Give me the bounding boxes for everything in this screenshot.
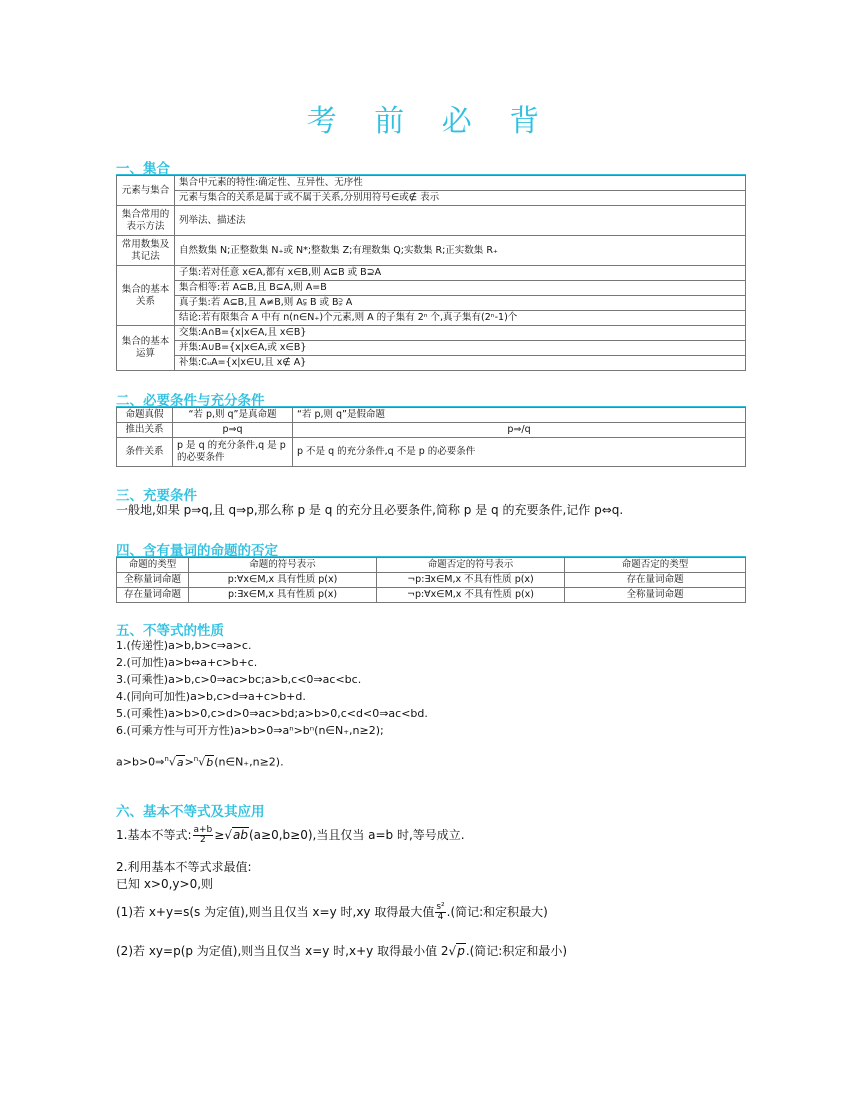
set-cell: 补集:∁ᵤA={x|x∈U,且 x∉ A} bbox=[175, 356, 746, 371]
root-a: a bbox=[176, 755, 184, 769]
radicand: p bbox=[457, 944, 465, 958]
root-post: (n∈N₊,n≥2). bbox=[214, 755, 284, 769]
ineq-line-5: 5.(可乘性)a>b>0,c>d>0⇒ac>bd;a>b>0,c<d<0⇒ac<bd. bbox=[116, 707, 428, 720]
q-cell: p:∀x∈M,x 具有性质 p(x) bbox=[189, 573, 377, 588]
min-post: .(简记:积定和最小) bbox=[465, 944, 568, 958]
set-cell: 自然数集 N;正整数集 N₊或 N*;整数集 Z;有理数集 Q;实数集 R;正实数集 R₊ bbox=[175, 236, 746, 266]
sets-table bbox=[116, 175, 746, 371]
ineq-line-6: 6.(可乘方性与可开方性)a>b>0⇒aⁿ>bⁿ(n∈N₊,n≥2); bbox=[116, 724, 384, 737]
ineq-line-4: 4.(同向可加性)a>b,c>d⇒a+c>b+d. bbox=[116, 690, 306, 703]
cond-cell: “若 p,则 q”是真命题 bbox=[173, 408, 293, 423]
radicand: ab bbox=[233, 828, 248, 842]
q-cell: ¬p:∃x∈M,x 不具有性质 p(x) bbox=[377, 573, 565, 588]
q-cell: 全称量词命题 bbox=[565, 588, 746, 603]
set-cell: 子集:若对任意 x∈A,都有 x∈B,则 A⊆B 或 B⊇A bbox=[175, 266, 746, 281]
set-cell: 真子集:若 A⊆B,且 A≠B,则 A⫋ B 或 B⫌ A bbox=[175, 296, 746, 311]
quantifier-table bbox=[116, 557, 746, 603]
extremum-title: 2.利用基本不等式求最值: bbox=[116, 860, 252, 874]
set-cell: 集合相等:若 A⊆B,且 B⊆A,则 A=B bbox=[175, 281, 746, 296]
q-header: 命题否定的符号表示 bbox=[377, 558, 565, 573]
min-pre: (2)若 xy=p(p 为定值),则当且仅当 x=y 时,x+y 取得最小值 2 bbox=[116, 944, 449, 958]
q-cell: 全称量词命题 bbox=[117, 573, 189, 588]
ineq-line-1: 1.(传递性)a>b,b>c⇒a>c. bbox=[116, 639, 252, 652]
section-5-heading: 五、不等式的性质 bbox=[116, 623, 224, 639]
cond-cell: “若 p,则 q”是假命题 bbox=[293, 408, 746, 423]
basic-ineq-line: 1.基本不等式: $\frac{a+b}{2}$ ≥√ab(a≥0,b≥0),当且仅当 a=b 时,等号成立. bbox=[116, 825, 465, 845]
root-pre: a>b>0⇒ bbox=[116, 755, 165, 769]
given-line: 已知 x>0,y>0,则 bbox=[116, 877, 214, 891]
ineq-line-3: 3.(可乘性)a>b,c>0⇒ac>bc;a>b,c<0⇒ac<bc. bbox=[116, 673, 362, 686]
section-1-heading: 一、集合 bbox=[116, 161, 170, 177]
section-3-text: 一般地,如果 p⇒q,且 q⇒p,那么称 p 是 q 的充分且必要条件,简称 p 是 q 的充要条件,记作 p⇔q. bbox=[116, 503, 624, 517]
root-index: n bbox=[193, 755, 199, 763]
section-3-heading: 三、充要条件 bbox=[116, 488, 197, 504]
section-4-heading: 四、含有量词的命题的否定 bbox=[116, 543, 278, 559]
ineq-root-line: a>b>0⇒$^n$√a>$^n$√b(n∈N₊,n≥2). bbox=[116, 755, 284, 769]
geq-sign: ≥ bbox=[214, 828, 225, 842]
set-label-relations: 集合的基本关系 bbox=[117, 266, 175, 326]
frac-den: 4 bbox=[437, 912, 444, 922]
q-cell: p:∃x∈M,x 具有性质 p(x) bbox=[189, 588, 377, 603]
q-header: 命题的类型 bbox=[117, 558, 189, 573]
set-label-representation: 集合常用的表示方法 bbox=[117, 206, 175, 236]
fraction bbox=[193, 826, 214, 845]
max-pre: (1)若 x+y=s(s 为定值),则当且仅当 x=y 时,xy 取得最大值 bbox=[116, 905, 435, 919]
frac-num: s² bbox=[436, 902, 445, 912]
max-post: .(简记:和定积最大) bbox=[446, 905, 548, 919]
min-sum-line: (2)若 xy=p(p 为定值),则当且仅当 x=y 时,x+y 取得最小值 2√p.(简记:积定和最小) bbox=[116, 944, 568, 958]
set-cell: 结论:若有限集合 A 中有 n(n∈N₊)个元素,则 A 的子集有 2ⁿ 个,真子集有(2ⁿ-1)个 bbox=[175, 311, 746, 326]
q-cell: 存在量词命题 bbox=[117, 588, 189, 603]
cond-cell: 推出关系 bbox=[117, 423, 173, 438]
set-label-number-sets: 常用数集及其记法 bbox=[117, 236, 175, 266]
max-product-line bbox=[116, 903, 548, 922]
cond-cell: 条件关系 bbox=[117, 438, 173, 467]
basic-ineq-post: (a≥0,b≥0),当且仅当 a=b 时,等号成立. bbox=[248, 828, 465, 842]
cond-cell: p 不是 q 的充分条件,q 不是 p 的必要条件 bbox=[293, 438, 746, 467]
root-b: b bbox=[206, 755, 214, 769]
set-cell: 集合中元素的特性:确定性、互异性、无序性 bbox=[175, 176, 746, 191]
cond-cell: p 是 q 的充分条件,q 是 p 的必要条件 bbox=[173, 438, 293, 467]
set-cell: 交集:A∩B={x|x∈A,且 x∈B} bbox=[175, 326, 746, 341]
set-cell: 列举法、描述法 bbox=[175, 206, 746, 236]
root-index: n bbox=[164, 755, 169, 763]
cond-cell: p⇒/q bbox=[293, 423, 746, 438]
frac-num: a+b bbox=[193, 825, 213, 835]
section-6-heading: 六、基本不等式及其应用 bbox=[116, 804, 265, 820]
set-cell: 并集:A∪B={x|x∈A,或 x∈B} bbox=[175, 341, 746, 356]
frac-den: 2 bbox=[200, 835, 206, 845]
q-cell: ¬p:∀x∈M,x 不具有性质 p(x) bbox=[377, 588, 565, 603]
q-header: 命题的符号表示 bbox=[189, 558, 377, 573]
set-cell: 元素与集合的关系是属于或不属于关系,分别用符号∈或∉ 表示 bbox=[175, 191, 746, 206]
fraction bbox=[435, 903, 445, 922]
q-cell: 存在量词命题 bbox=[565, 573, 746, 588]
set-label-elements: 元素与集合 bbox=[117, 176, 175, 206]
page-title: 考 前 必 背 bbox=[306, 104, 554, 139]
root-mid: > bbox=[184, 755, 194, 769]
cond-cell: 命题真假 bbox=[117, 408, 173, 423]
ineq-line-2: 2.(可加性)a>b⇔a+c>b+c. bbox=[116, 656, 258, 669]
q-header: 命题否定的类型 bbox=[565, 558, 746, 573]
cond-cell: p⇒q bbox=[173, 423, 293, 438]
set-label-operations: 集合的基本运算 bbox=[117, 326, 175, 371]
basic-ineq-pre: 1.基本不等式: bbox=[116, 828, 192, 842]
section-2-heading: 二、必要条件与充分条件 bbox=[116, 393, 265, 409]
conditions-table bbox=[116, 407, 746, 467]
